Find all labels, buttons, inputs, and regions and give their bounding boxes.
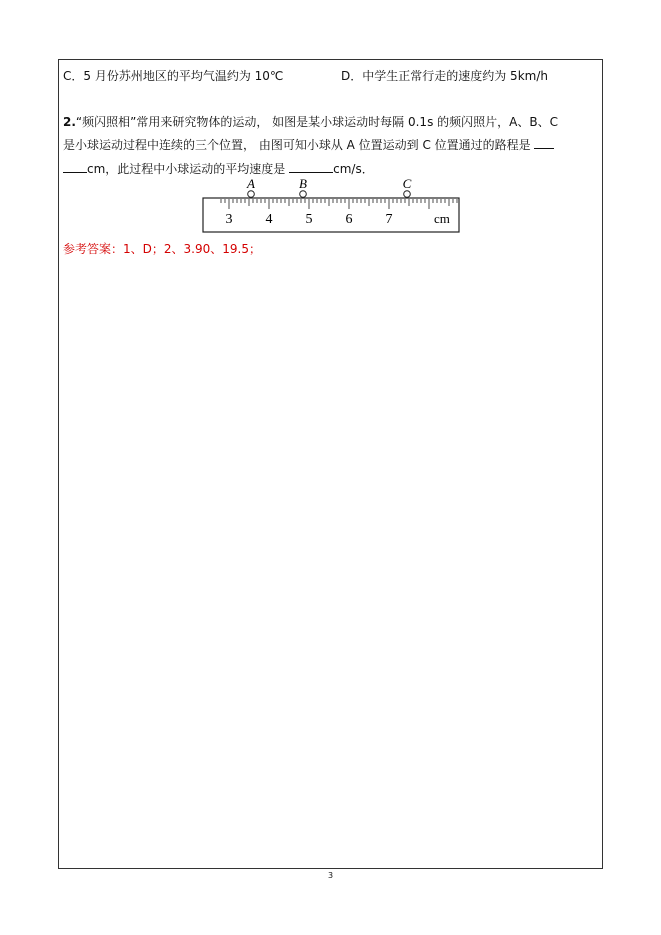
position-label-A: A	[247, 176, 255, 191]
question-text-2: 是小球运动过程中连续的三个位置， 由图可知小球从 A 位置运动到 C 位置通过的路程是	[63, 138, 535, 152]
question-text-1: “频闪照相”常用来研究物体的运动， 如图是某小球运动时每隔 0.1s 的频闪照片，A、B、C	[75, 115, 558, 129]
ball-position-C	[404, 191, 411, 198]
option-d: D．中学生正常行走的速度约为 5km/h	[341, 69, 548, 83]
position-label-C: C	[402, 176, 412, 191]
ruler-points	[246, 176, 412, 197]
question-number: 2.	[63, 115, 76, 129]
ruler-label: 4	[265, 212, 273, 227]
ball-position-B	[300, 191, 307, 198]
reference-answer: 参考答案：1、D；2、3.90、19.5；	[63, 242, 261, 256]
ruler-figure	[198, 176, 464, 236]
ball-position-A	[248, 191, 255, 198]
ruler-unit: cm	[434, 211, 450, 226]
option-line	[63, 68, 548, 84]
question-text-3: cm，此过程中小球运动的平均速度是	[87, 162, 290, 176]
ruler-label: 7	[385, 212, 393, 227]
ruler-body	[203, 198, 459, 232]
ruler-svg	[198, 176, 464, 236]
ruler-label: 3	[225, 212, 233, 227]
distance-blank-part-2[interactable]	[63, 160, 87, 173]
question-text-4: cm/s．	[333, 162, 374, 176]
question-2-line-1	[63, 114, 558, 130]
ruler-label: 6	[345, 212, 353, 227]
position-label-B: B	[299, 176, 307, 191]
question-2-line-2	[63, 136, 554, 153]
ruler-label: 5	[305, 212, 313, 227]
question-2-line-3	[63, 160, 374, 177]
page-number: 3	[327, 871, 334, 880]
speed-blank[interactable]	[289, 160, 333, 173]
distance-blank-part-1[interactable]	[534, 136, 554, 149]
option-c: C．5 月份苏州地区的平均气温约为 10℃	[63, 69, 284, 83]
